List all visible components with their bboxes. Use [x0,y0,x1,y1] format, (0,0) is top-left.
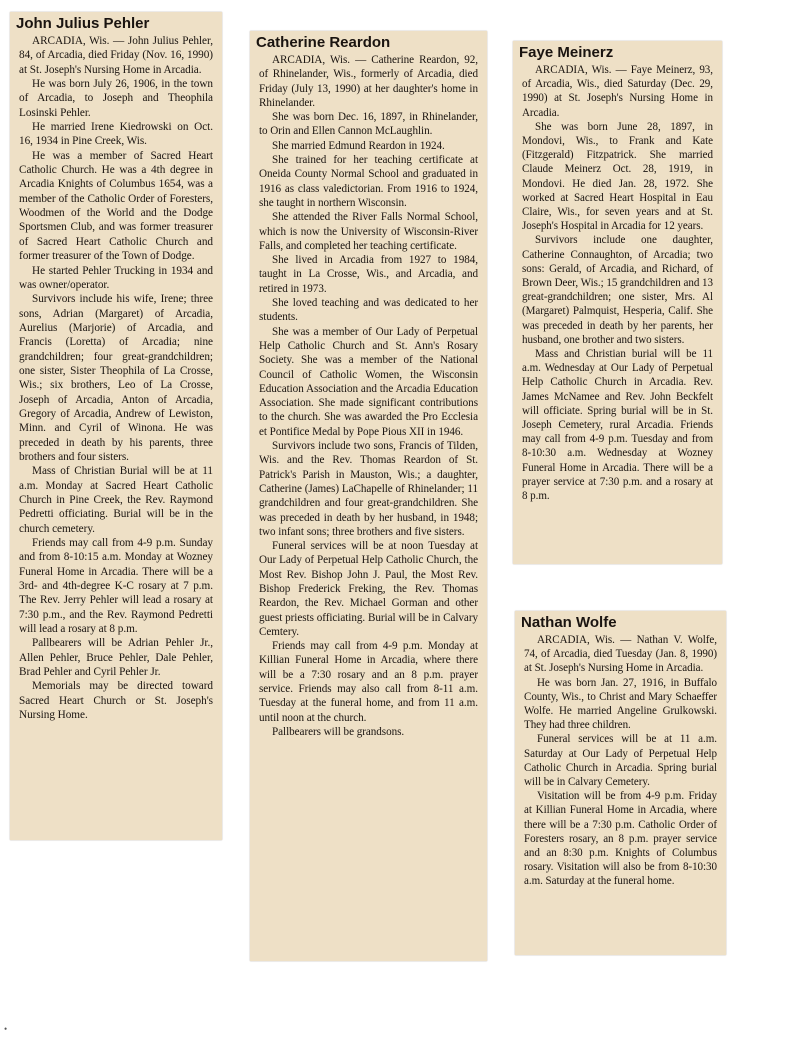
obituary-clipping-wolfe [515,611,726,955]
obituary-paragraph: Survivors include two sons, Francis of Tilden, Wis. and the Rev. Thomas Reardon of St. Patrick's Parish in Mauston, Wis.; a daughter, Catherine (James) LaChapelle of Rhinelander; 11 grandchildren and four great-grandchildren. She was preceded in death by her husband, in 1948; two infant sons; three brothers and five sisters. [259,440,478,538]
obituary-clipping-reardon [250,31,487,961]
obituary-paragraph: Friends may call from 4-9 p.m. Sunday and from 8-10:15 a.m. Monday at Wozney Funeral Home in Arcadia. There will be a 3rd- and 4th-degree K-C rosary at 7 p.m. The Rev. Jerry Pehler will lead a rosary at 7:30 p.m., and the Rev. Raymond Pedretti will lead a rosary at 8 p.m. [19,537,213,636]
obituary-paragraph: ARCADIA, Wis. — Faye Meinerz, 93, of Arcadia, Wis., died Saturday (Dec. 29, 1990) at St. Joseph's Nursing Home in Arcadia. [522,64,713,119]
obituary-paragraph: He was born July 26, 1906, in the town of Arcadia, to Joseph and Theophila Losinski Pehler. [19,78,213,119]
obituary-paragraph: She lived in Arcadia from 1927 to 1984, taught in La Crosse, Wis., and Arcadia, and retired in 1973. [259,254,478,295]
obituary-clipping-meinerz [513,41,722,564]
obituary-paragraph: He started Pehler Trucking in 1934 and was owner/operator. [19,264,213,291]
obituary-paragraph: He was a member of Sacred Heart Catholic Church. He was a 4th degree in Arcadia Knights of Columbus 1654, was a member of the Catholic Order of Foresters, Woodmen of the World and the Dodge Sportsmen Club, and was former treasurer of Sacred Heart Catholic Church and former treasurer of the Town of Dodge. [19,149,213,263]
obituary-paragraph: Pallbearers will be grandsons. [272,725,405,738]
obituary-paragraph: Survivors include one daughter, Catherine Connaughton, of Arcadia; two sons: Gerald, of Arcadia, and Richard, of Brown Deer, Wis.; 15 grandchildren and 13 great-grandchildren; one sister, Mrs. Al (Margaret) Palmquist, Hesperia, Calif. She was preceded in death by her parents, her husband, one brother and two sisters. [522,234,713,346]
obituary-paragraph: He married Irene Kiedrowski on Oct. 16, 1934 in Pine Creek, Wis. [19,121,213,148]
obituary-paragraph: Memorials may be directed toward Sacred Heart Church or St. Joseph's Nursing Home. [19,680,213,722]
scan-mark: • [4,1024,8,1034]
obituary-paragraph: ARCADIA, Wis. — Nathan V. Wolfe, 74, of Arcadia, died Tuesday (Jan. 8, 1990) at St. Joseph's Nursing Home in Arcadia. [524,634,717,675]
obituary-paragraph: She loved teaching and was dedicated to her students. [259,297,478,324]
obituary-paragraph: ARCADIA, Wis. — John Julius Pehler, 84, of Arcadia, died Friday (Nov. 16, 1990) at St. Joseph's Nursing Home in Arcadia. [19,35,213,76]
obituary-paragraph: She was born June 28, 1897, in Mondovi, Wis., to Frank and Kate (Fitzgerald) Fitzpatrick. She married Claude Meinerz Oct. 28, 1919, in Mondovi. He died Jan. 28, 1972. She worked at Sacred Heart Hospital in Eau Claire, Wis., for seven years and at St. Joseph's Hospital in Arcadia for 12 years. [522,120,713,233]
obituary-paragraph: Funeral services will be at 11 a.m. Saturday at Our Lady of Perpetual Help Catholic Church in Arcadia. Spring burial will be in Calvary Cemetery. [524,733,717,789]
obituary-paragraph: Funeral services will be at noon Tuesday at Our Lady of Perpetual Help Catholic Church, the Most Rev. Bishop John J. Paul, the Most Rev. Bishop Frederick Freking, the Rev. Thomas Reardon, the Rev. Michael Gorman and other guest priests officiating. Burial will be in Calvary Cemtery. [259,540,478,638]
obituary-clipping-pehler [10,12,222,840]
obituary-paragraph: Mass and Christian burial will be 11 a.m. Wednesday at Our Lady of Perpetual Help Catholic Church in Arcadia. Rev. James McNamee and Rev. John Beckfelt will officiate. Spring burial will be in St. Joseph Cemetery, rural Arcadia. Friends may call from 4-9 p.m. Tuesday and from 8-10:30 a.m. Wednesday at Wozney Funeral Home in Arcadia. There will be a prayer service at 7:30 p.m. and a rosary at 8 p.m. [522,348,713,503]
obituary-name: John Julius Pehler [16,15,150,32]
obituary-paragraph: She trained for her teaching certificate at Oneida County Normal School and graduated in 1916 as class valedictorian. From 1916 to 1924, she taught in northern Wisconsin. [259,154,478,209]
obituary-paragraph: Mass of Christian Burial will be at 11 a.m. Monday at Sacred Heart Catholic Church in Pine Creek, the Rev. Raymond Pedretti officiating. Burial will be in the church cemetery. [19,465,213,535]
obituary-paragraph: Survivors include his wife, Irene; three sons, Adrian (Margaret) of Arcadia, Aurelius (Marjorie) of Arcadia, and Francis (Loretta) of Arcadia; nine grandchildren; four great-grandchildren; one sister, Sister Theophila of La Crosse, Wis.; six brothers, Leo of La Crosse, Joseph of Arcadia, Anton of Arcadia, Gregory of Arcadia, Andrew of Lewiston, Minn. and Cyril of Winona. He was preceded in death by his parents, three brothers and four sisters. [19,293,213,463]
obituary-paragraph: Pallbearers will be Adrian Pehler Jr., Allen Pehler, Bruce Pehler, Dale Pehler, Brad Pehler and Cyril Pehler Jr. [19,637,213,679]
obituary-name: Faye Meinerz [519,44,614,61]
obituary-paragraph: ARCADIA, Wis. — Catherine Reardon, 92, of Rhinelander, Wis., formerly of Arcadia, died Friday (July 13, 1990) at her daughter's home in Rhinelander. [259,54,478,109]
obituary-name: Nathan Wolfe [521,614,617,631]
obituary-paragraph: She married Edmund Reardon in 1924. [272,139,445,152]
obituary-paragraph: Visitation will be from 4-9 p.m. Friday at Killian Funeral Home in Arcadia, where there will be a 7:30 p.m. Catholic Order of Foresters rosary, an 8 p.m. prayer service and an 8:30 p.m. Knights of Columbus rosary. Visitation will also be from 8-10:30 a.m. Saturday at the funeral home. [524,790,717,888]
obituary-paragraph: She was born Dec. 16, 1897, in Rhinelander, to Orin and Ellen Cannon McLaughlin. [259,111,478,138]
obituary-paragraph: She was a member of Our Lady of Perpetual Help Catholic Church and St. Ann's Rosary Society. She was a member of the National Council of Catholic Women, the Wisconsin Education Association and the Arcadia Education Association. She made significant contributions to the church. She was awarded the Pro Ecclesia et Pontifice Medal by Pope Pious XII in 1946. [259,325,478,438]
obituary-paragraph: He was born Jan. 27, 1916, in Buffalo County, Wis., to Christ and Mary Schaeffer Wolfe. He married Angeline Grulkowski. They had three children. [524,676,717,732]
obituary-paragraph: She attended the River Falls Normal School, which is now the University of Wisconsin-River Falls, and completed her teaching certificate. [259,211,478,252]
obituary-paragraph: Friends may call from 4-9 p.m. Monday at Killian Funeral Home in Arcadia, where there will be a 7:30 rosary and an 8 p.m. prayer service. Friends may also call from 8-11 a.m. Tuesday at the funeral home, and from 11 a.m. until noon at the church. [259,640,478,724]
obituary-name: Catherine Reardon [256,34,391,51]
